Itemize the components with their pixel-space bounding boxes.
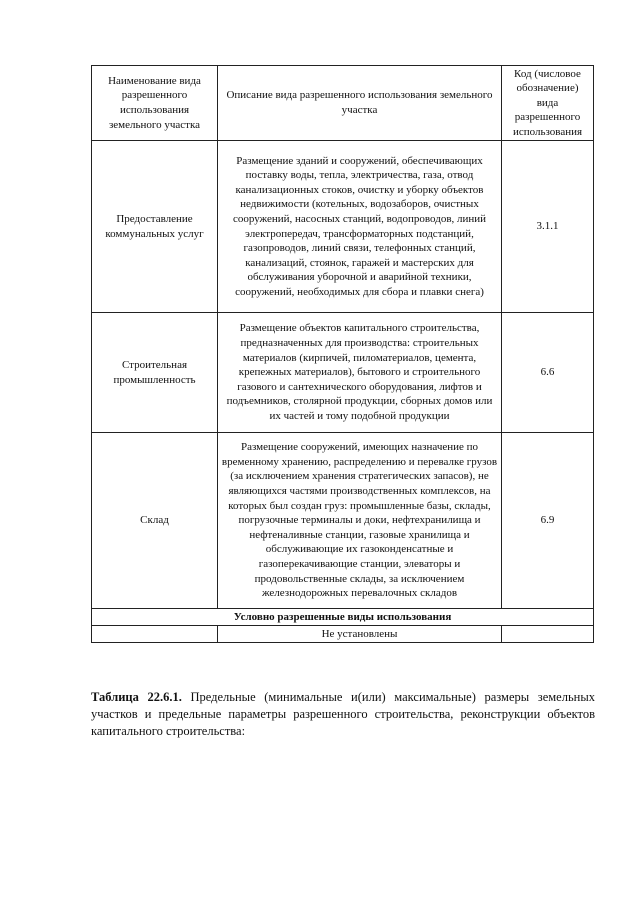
- land-use-table: [91, 65, 594, 643]
- table-header-row: [92, 66, 594, 141]
- empty-cell: [502, 626, 594, 643]
- row-description: Размещение сооружений, имеющих назначение по временному хранению, распределению и перевалке грузов (за исключением хранения стратегических запасов), не являющихся частями производственных комплексов, на которых был создан груз: промышленные базы, склады, погрузочные терминалы и доки, нефтехранилища и нефтеналивные станции, газовые хранилища и обслуживающие их газоконденсатные и газоперекачивающие станции, элеваторы и продовольственные склады, за исключением железнодорожных перевалочных складов: [218, 433, 502, 609]
- row-description: Размещение объектов капитального строительства, предназначенных для производства: строительных материалов (кирпичей, пиломатериалов, цемента, крепежных материалов), бытового и строительного газового и сантехнического оборудования, лифтов и подъемников, столярной продукции, сборных домов или их частей и тому подобной продукции: [218, 313, 502, 433]
- table-row: [92, 141, 594, 313]
- empty-cell: [92, 626, 218, 643]
- row-name: Строительная промышленность: [92, 313, 218, 433]
- header-code: Код (числовое обозначение) вида разрешенного использования: [502, 66, 594, 141]
- row-description: Размещение зданий и сооружений, обеспечивающих поставку воды, тепла, электричества, газа, отвод канализационных стоков, очистку и уборку объектов недвижимости (котельных, водозаборов, очистных сооружений, насосных станций, водопроводов, линий электропередач, трансформаторных подстанций, газопроводов, линий связи, телефонных станций, канализаций, стоянок, гаражей и мастерских для обслуживания уборочной и аварийной техники, сооружений, необходимых для сбора и плавки снега): [218, 141, 502, 313]
- conditional-uses-value-row: [92, 626, 594, 643]
- conditional-uses-value: Не установлены: [218, 626, 502, 643]
- header-name: Наименование вида разрешенного использования земельного участка: [92, 66, 218, 141]
- conditional-uses-row: [92, 609, 594, 626]
- header-description: Описание вида разрешенного использования земельного участка: [218, 66, 502, 141]
- row-name: Склад: [92, 433, 218, 609]
- caption-text: Предельные (минимальные и(или) максимальные) размеры земельных участков и предельные параметры разрешенного строительства, реконструкции объектов капитального строительства:: [91, 690, 595, 738]
- table-row: [92, 433, 594, 609]
- table-caption: [91, 689, 595, 740]
- row-code: 6.6: [502, 313, 594, 433]
- table-row: [92, 313, 594, 433]
- conditional-uses-heading: Условно разрешенные виды использования: [92, 609, 594, 626]
- row-name: Предоставление коммунальных услуг: [92, 141, 218, 313]
- row-code: 3.1.1: [502, 141, 594, 313]
- row-code: 6.9: [502, 433, 594, 609]
- caption-label: Таблица 22.6.1.: [91, 690, 182, 704]
